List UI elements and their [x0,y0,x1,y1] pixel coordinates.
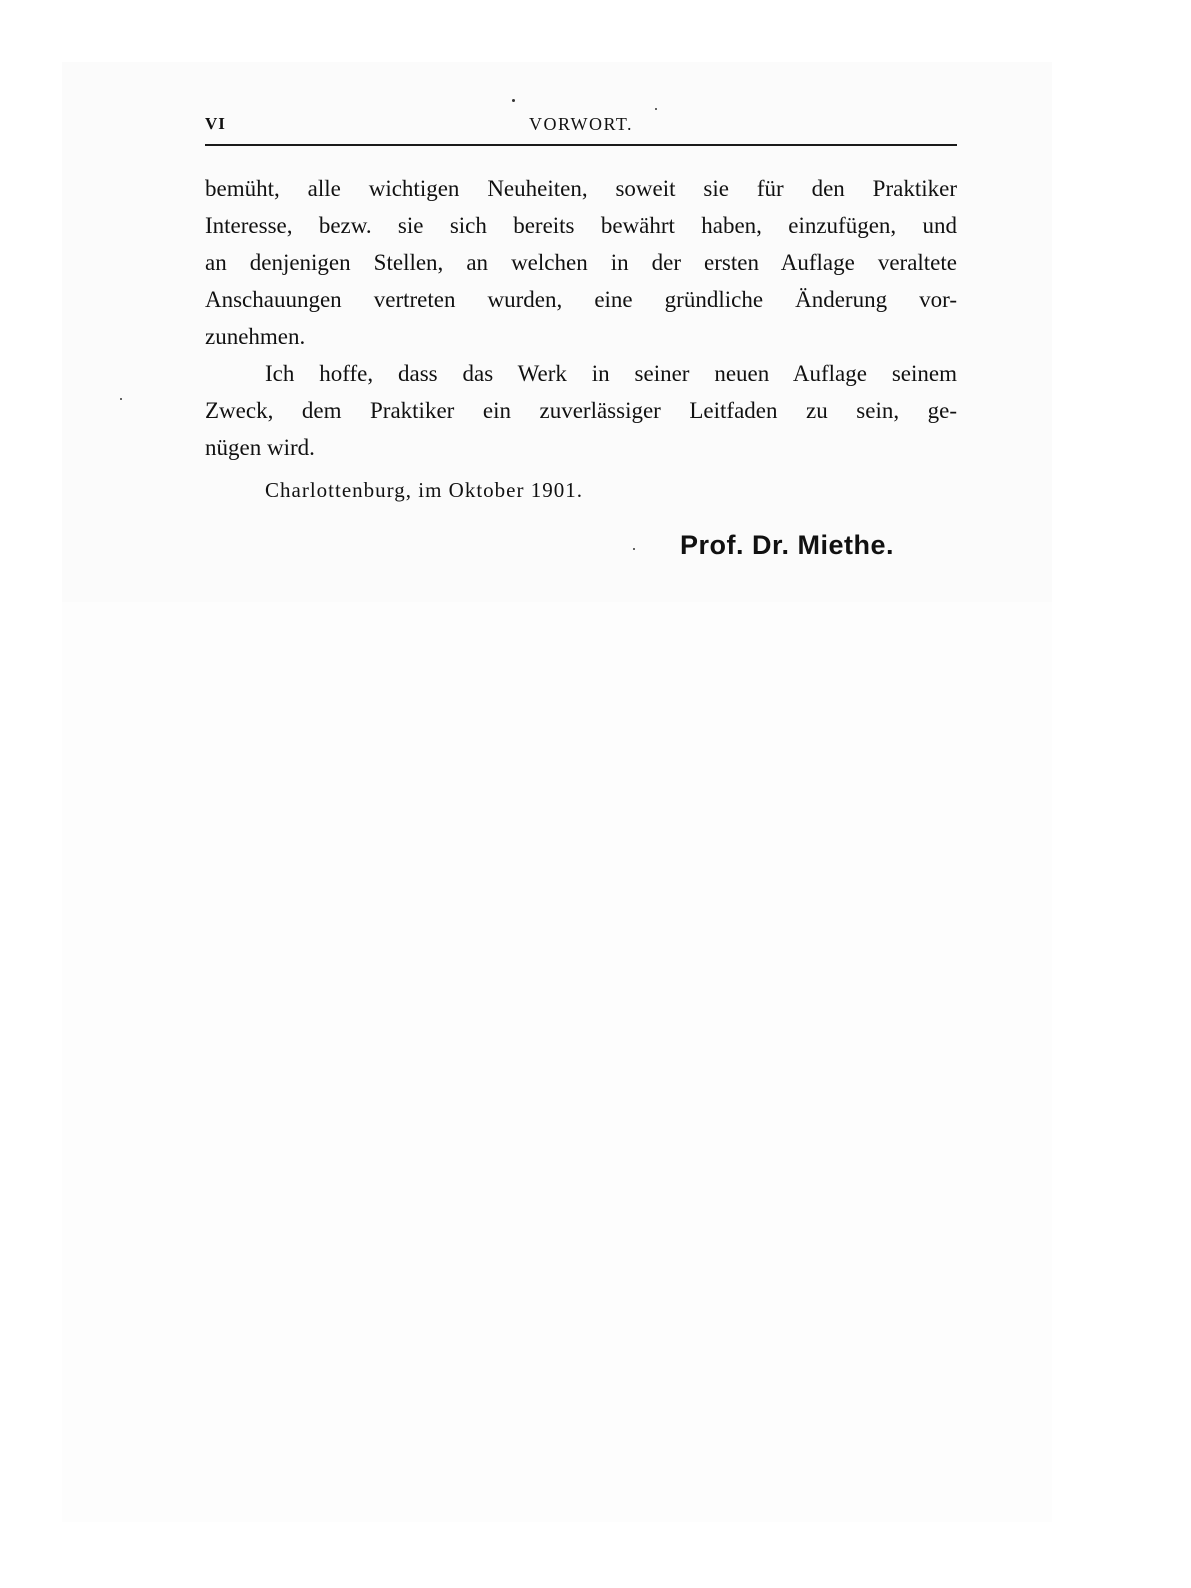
paragraph-1 [205,170,957,355]
signature: Prof. Dr. Miethe. [680,530,895,560]
text-line: an denjenigen Stellen, an welchen in der ersten Auflage veraltete [205,250,957,275]
page-number: VI [205,114,226,133]
body-text [205,170,957,466]
text-line: nügen wird. [205,435,315,460]
running-head [205,112,957,140]
scan-speck [512,99,515,102]
text-line: bemüht, alle wichtigen Neuheiten, soweit sie für den Praktiker [205,176,957,201]
text-line: Zweck, dem Praktiker ein zuverlässiger Leitfaden zu sein, ge- [205,398,957,423]
scan-speck [655,108,657,110]
text-line: Ich hoffe, dass das Werk in seiner neuen Auflage seinem [265,361,957,386]
text-line: zunehmen. [205,324,306,349]
paragraph-2 [205,355,957,466]
text-line: Interesse, bezw. sie sich bereits bewährt haben, einzufügen, und [205,213,957,238]
scan-speck [633,548,635,550]
text-line: Anschauungen vertreten wurden, eine gründliche Änderung vor- [205,287,957,312]
header-rule [205,144,957,146]
running-head-title: VORWORT. [528,114,634,134]
dateline: Charlottenburg, im Oktober 1901. [265,478,583,502]
scan-speck [120,398,122,400]
